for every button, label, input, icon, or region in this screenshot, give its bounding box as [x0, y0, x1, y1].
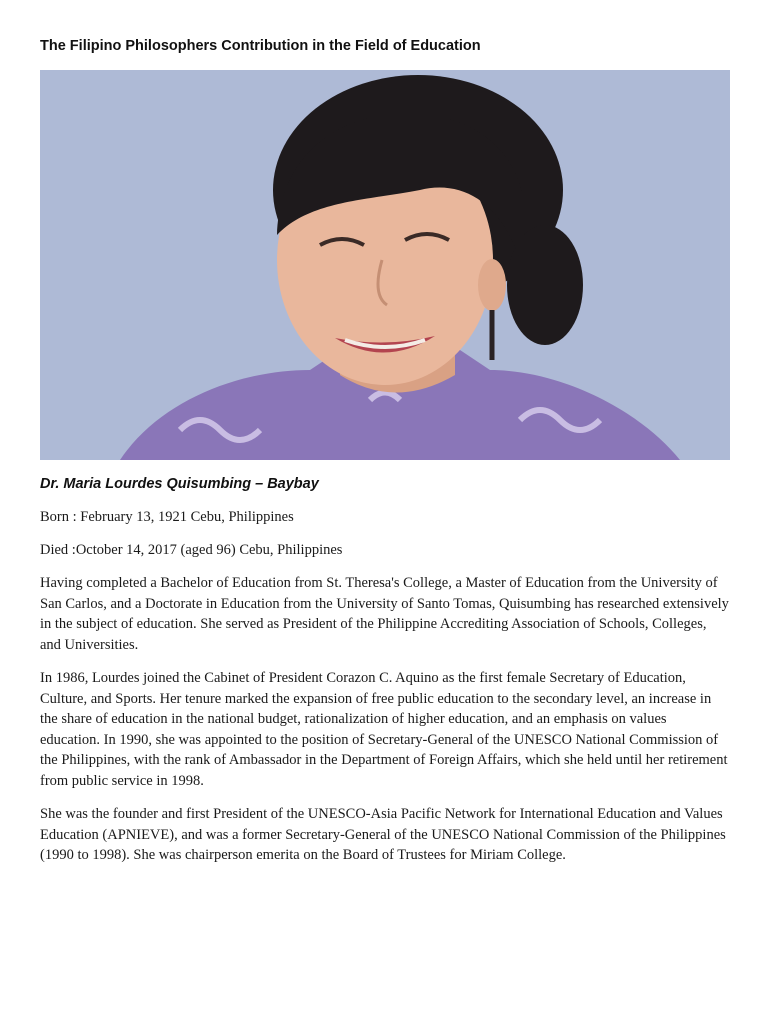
person-name: Dr. Maria Lourdes Quisumbing – Baybay	[40, 476, 319, 492]
death-info: Died :October 14, 2017 (aged 96) Cebu, Philippines	[40, 542, 343, 558]
photo-ear	[478, 259, 506, 311]
portrait-photo	[40, 70, 730, 460]
document-page	[40, 36, 730, 879]
paragraph-cabinet: In 1986, Lourdes joined the Cabinet of President Corazon C. Aquino as the first female Secretary of Education, Culture, and Sports. Her tenure marked the expansion of free public education to the secondary level, an increase in the share of education in the national budget, rationalization of higher education, and an emphasis on values education. In 1990, she was appointed to the position of Secretary-General of the UNESCO National Commission of the Philippines, with the rank of Ambassador in the Department of Foreign Affairs, which she held until her retirement from public service in 1998.	[40, 670, 728, 789]
document-title: The Filipino Philosophers Contribution in the Field of Education	[40, 38, 481, 54]
paragraph-unesco: She was the founder and first President of the UNESCO-Asia Pacific Network for International Education and Values Education (APNIEVE), and was a former Secretary-General of the UNESCO National Commission of the Philippines (1990 to 1998). She was chairperson emerita on the Board of Trustees for Miriam College.	[40, 806, 726, 863]
paragraph-education: Having completed a Bachelor of Education from St. Theresa's College, a Master of Education from the University of San Carlos, and a Doctorate in Education from the University of Santo Tomas, Quisumbing has researched extensively in the subject of education. She served as President of the Philippine Accrediting Association of Schools, Colleges, and Universities.	[40, 575, 729, 653]
birth-info: Born : February 13, 1921 Cebu, Philippines	[40, 509, 294, 525]
